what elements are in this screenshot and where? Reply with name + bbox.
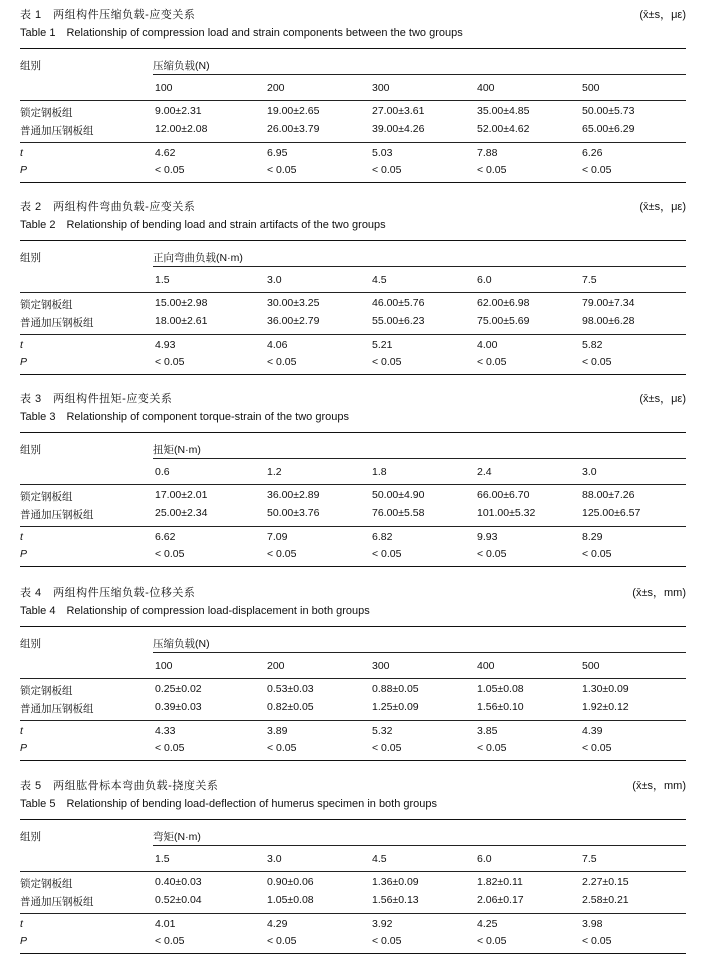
p-value: < 0.05 [372, 356, 402, 368]
t-value: 3.98 [582, 918, 603, 930]
t-label: t [20, 147, 23, 159]
t-value: 6.62 [155, 531, 176, 543]
column-header: 200 [267, 660, 285, 672]
table-cell: 1.56±0.10 [477, 701, 524, 713]
p-value: < 0.05 [372, 164, 402, 176]
group-header: 组别 [20, 252, 41, 264]
p-value: < 0.05 [477, 935, 507, 947]
data-table-3 [20, 390, 686, 572]
table-cell: 9.00±2.31 [155, 105, 202, 117]
p-value: < 0.05 [372, 548, 402, 560]
p-value: < 0.05 [582, 742, 612, 754]
bottom-rule [20, 374, 686, 375]
table-cell: 35.00±4.85 [477, 105, 530, 117]
t-value: 7.88 [477, 147, 498, 159]
table-title-zh: 表 2 两组构件弯曲负载-应变关系 [20, 201, 196, 213]
table-unit: (x̄±s，με) [639, 201, 686, 213]
table-cell: 15.00±2.98 [155, 297, 208, 309]
p-value: < 0.05 [477, 164, 507, 176]
p-value: < 0.05 [477, 742, 507, 754]
header-sub-rule [153, 266, 686, 267]
table-cell: 25.00±2.34 [155, 507, 208, 519]
group-header: 组别 [20, 444, 41, 456]
stats-rule [20, 720, 686, 721]
table-cell: 30.00±3.25 [267, 297, 320, 309]
stats-rule [20, 913, 686, 914]
row-label: 锁定钢板组 [20, 491, 73, 503]
table-cell: 18.00±2.61 [155, 315, 208, 327]
table-cell: 19.00±2.65 [267, 105, 320, 117]
top-rule [20, 626, 686, 627]
t-value: 4.93 [155, 339, 176, 351]
table-title-zh: 表 1 两组构件压缩负载-应变关系 [20, 9, 196, 21]
header-sub-rule [153, 74, 686, 75]
table-title-en: Table 5 Relationship of bending load-deflection of humerus specimen in both groups [20, 798, 438, 810]
column-header: 3.0 [267, 274, 282, 286]
p-value: < 0.05 [477, 356, 507, 368]
data-table-5 [20, 777, 686, 959]
table-unit: (x̄±s，mm) [632, 780, 686, 792]
group-header: 组别 [20, 831, 41, 843]
header-sub-rule [153, 458, 686, 459]
p-value: < 0.05 [267, 548, 297, 560]
column-header: 100 [155, 82, 173, 94]
data-table-4 [20, 584, 686, 766]
p-value: < 0.05 [155, 548, 185, 560]
row-label: 锁定钢板组 [20, 878, 73, 890]
t-value: 3.89 [267, 725, 288, 737]
table-unit: (x̄±s，με) [639, 9, 686, 21]
p-value: < 0.05 [267, 935, 297, 947]
measure-header: 正向弯曲负载(N·m) [153, 252, 243, 264]
table-cell: 0.90±0.06 [267, 876, 314, 888]
t-value: 9.93 [477, 531, 498, 543]
header-sub-rule [153, 845, 686, 846]
table-cell: 79.00±7.34 [582, 297, 635, 309]
t-label: t [20, 531, 23, 543]
t-label: t [20, 918, 23, 930]
p-value: < 0.05 [582, 935, 612, 947]
p-value: < 0.05 [267, 164, 297, 176]
data-table-1 [20, 6, 686, 186]
p-label: P [20, 164, 28, 176]
t-value: 4.01 [155, 918, 176, 930]
table-cell: 1.30±0.09 [582, 683, 629, 695]
table-cell: 36.00±2.89 [267, 489, 320, 501]
t-value: 5.21 [372, 339, 393, 351]
table-title-zh: 表 3 两组构件扭矩-应变关系 [20, 393, 173, 405]
stats-rule [20, 142, 686, 143]
t-value: 4.39 [582, 725, 603, 737]
table-cell: 66.00±6.70 [477, 489, 530, 501]
column-header: 1.8 [372, 466, 387, 478]
column-header: 1.2 [267, 466, 282, 478]
table-cell: 62.00±6.98 [477, 297, 530, 309]
row-label: 普通加压钢板组 [20, 703, 94, 715]
p-value: < 0.05 [155, 356, 185, 368]
column-header: 2.4 [477, 466, 492, 478]
bottom-rule [20, 760, 686, 761]
table-cell: 98.00±6.28 [582, 315, 635, 327]
table-cell: 75.00±5.69 [477, 315, 530, 327]
table-cell: 0.88±0.05 [372, 683, 419, 695]
p-value: < 0.05 [267, 356, 297, 368]
bottom-rule [20, 953, 686, 954]
header-rule [20, 871, 686, 872]
header-rule [20, 484, 686, 485]
p-label: P [20, 356, 28, 368]
table-cell: 0.82±0.05 [267, 701, 314, 713]
stats-rule [20, 526, 686, 527]
row-label: 锁定钢板组 [20, 685, 73, 697]
table-title-zh: 表 5 两组肱骨标本弯曲负载-挠度关系 [20, 780, 219, 792]
table-cell: 0.25±0.02 [155, 683, 202, 695]
column-header: 7.5 [582, 853, 597, 865]
t-value: 6.82 [372, 531, 393, 543]
p-value: < 0.05 [582, 356, 612, 368]
measure-header: 压缩负载(N) [153, 638, 210, 650]
table-unit: (x̄±s，με) [639, 393, 686, 405]
p-label: P [20, 548, 28, 560]
table-title-en: Table 3 Relationship of component torque-strain of the two groups [20, 411, 349, 423]
t-value: 4.33 [155, 725, 176, 737]
p-value: < 0.05 [155, 164, 185, 176]
t-label: t [20, 339, 23, 351]
top-rule [20, 819, 686, 820]
row-label: 锁定钢板组 [20, 107, 73, 119]
column-header: 1.5 [155, 274, 170, 286]
table-cell: 39.00±4.26 [372, 123, 425, 135]
t-value: 4.29 [267, 918, 288, 930]
table-cell: 2.58±0.21 [582, 894, 629, 906]
column-header: 3.0 [267, 853, 282, 865]
table-cell: 55.00±6.23 [372, 315, 425, 327]
column-header: 500 [582, 660, 600, 672]
column-header: 500 [582, 82, 600, 94]
bottom-rule [20, 566, 686, 567]
table-title-en: Table 2 Relationship of bending load and strain artifacts of the two groups [20, 219, 386, 231]
table-title-zh: 表 4 两组构件压缩负载-位移关系 [20, 587, 196, 599]
header-sub-rule [153, 652, 686, 653]
table-cell: 2.27±0.15 [582, 876, 629, 888]
table-caption [20, 6, 686, 40]
column-header: 0.6 [155, 466, 170, 478]
column-header: 4.5 [372, 853, 387, 865]
table-cell: 26.00±3.79 [267, 123, 320, 135]
t-value: 3.85 [477, 725, 498, 737]
table-cell: 0.52±0.04 [155, 894, 202, 906]
bottom-rule [20, 182, 686, 183]
table-cell: 1.56±0.13 [372, 894, 419, 906]
column-header: 400 [477, 660, 495, 672]
column-header: 1.5 [155, 853, 170, 865]
table-cell: 17.00±2.01 [155, 489, 208, 501]
table-cell: 88.00±7.26 [582, 489, 635, 501]
table-title-en: Table 1 Relationship of compression load and strain components between the two groups [20, 27, 463, 39]
t-value: 4.62 [155, 147, 176, 159]
table-cell: 1.05±0.08 [267, 894, 314, 906]
table-unit: (x̄±s，mm) [632, 587, 686, 599]
t-value: 7.09 [267, 531, 288, 543]
column-header: 100 [155, 660, 173, 672]
table-cell: 12.00±2.08 [155, 123, 208, 135]
t-value: 6.95 [267, 147, 288, 159]
t-value: 4.25 [477, 918, 498, 930]
table-cell: 76.00±5.58 [372, 507, 425, 519]
table-caption [20, 198, 686, 232]
column-header: 400 [477, 82, 495, 94]
measure-header: 压缩负载(N) [153, 60, 210, 72]
table-cell: 65.00±6.29 [582, 123, 635, 135]
data-table-2 [20, 198, 686, 378]
table-cell: 1.05±0.08 [477, 683, 524, 695]
table-cell: 50.00±4.90 [372, 489, 425, 501]
measure-header: 扭矩(N·m) [153, 444, 201, 456]
t-value: 6.26 [582, 147, 603, 159]
p-value: < 0.05 [372, 935, 402, 947]
p-value: < 0.05 [372, 742, 402, 754]
stats-rule [20, 334, 686, 335]
p-value: < 0.05 [267, 742, 297, 754]
table-cell: 52.00±4.62 [477, 123, 530, 135]
t-value: 4.00 [477, 339, 498, 351]
column-header: 7.5 [582, 274, 597, 286]
table-title-en: Table 4 Relationship of compression load-displacement in both groups [20, 605, 370, 617]
table-cell: 0.40±0.03 [155, 876, 202, 888]
p-value: < 0.05 [477, 548, 507, 560]
table-cell: 1.92±0.12 [582, 701, 629, 713]
header-rule [20, 100, 686, 101]
group-header: 组别 [20, 60, 41, 72]
table-cell: 2.06±0.17 [477, 894, 524, 906]
column-header: 6.0 [477, 274, 492, 286]
p-label: P [20, 935, 28, 947]
header-rule [20, 678, 686, 679]
table-cell: 46.00±5.76 [372, 297, 425, 309]
header-rule [20, 292, 686, 293]
column-header: 300 [372, 82, 390, 94]
table-cell: 1.25±0.09 [372, 701, 419, 713]
row-label: 锁定钢板组 [20, 299, 73, 311]
p-value: < 0.05 [155, 742, 185, 754]
column-header: 300 [372, 660, 390, 672]
column-header: 3.0 [582, 466, 597, 478]
t-value: 3.92 [372, 918, 393, 930]
t-value: 8.29 [582, 531, 603, 543]
table-caption [20, 584, 686, 618]
group-header: 组别 [20, 638, 41, 650]
top-rule [20, 432, 686, 433]
p-value: < 0.05 [155, 935, 185, 947]
p-value: < 0.05 [582, 548, 612, 560]
t-value: 5.03 [372, 147, 393, 159]
table-cell: 0.53±0.03 [267, 683, 314, 695]
table-cell: 36.00±2.79 [267, 315, 320, 327]
table-cell: 0.39±0.03 [155, 701, 202, 713]
table-cell: 125.00±6.57 [582, 507, 641, 519]
column-header: 4.5 [372, 274, 387, 286]
column-header: 200 [267, 82, 285, 94]
t-label: t [20, 725, 23, 737]
table-cell: 1.36±0.09 [372, 876, 419, 888]
t-value: 5.32 [372, 725, 393, 737]
p-label: P [20, 742, 28, 754]
row-label: 普通加压钢板组 [20, 509, 94, 521]
top-rule [20, 48, 686, 49]
row-label: 普通加压钢板组 [20, 125, 94, 137]
measure-header: 弯矩(N·m) [153, 831, 201, 843]
table-cell: 50.00±5.73 [582, 105, 635, 117]
table-caption [20, 777, 686, 811]
table-caption [20, 390, 686, 424]
table-cell: 101.00±5.32 [477, 507, 536, 519]
table-cell: 1.82±0.11 [477, 876, 523, 888]
t-value: 5.82 [582, 339, 603, 351]
t-value: 4.06 [267, 339, 288, 351]
row-label: 普通加压钢板组 [20, 896, 94, 908]
column-header: 6.0 [477, 853, 492, 865]
table-cell: 27.00±3.61 [372, 105, 425, 117]
top-rule [20, 240, 686, 241]
table-cell: 50.00±3.76 [267, 507, 320, 519]
row-label: 普通加压钢板组 [20, 317, 94, 329]
p-value: < 0.05 [582, 164, 612, 176]
